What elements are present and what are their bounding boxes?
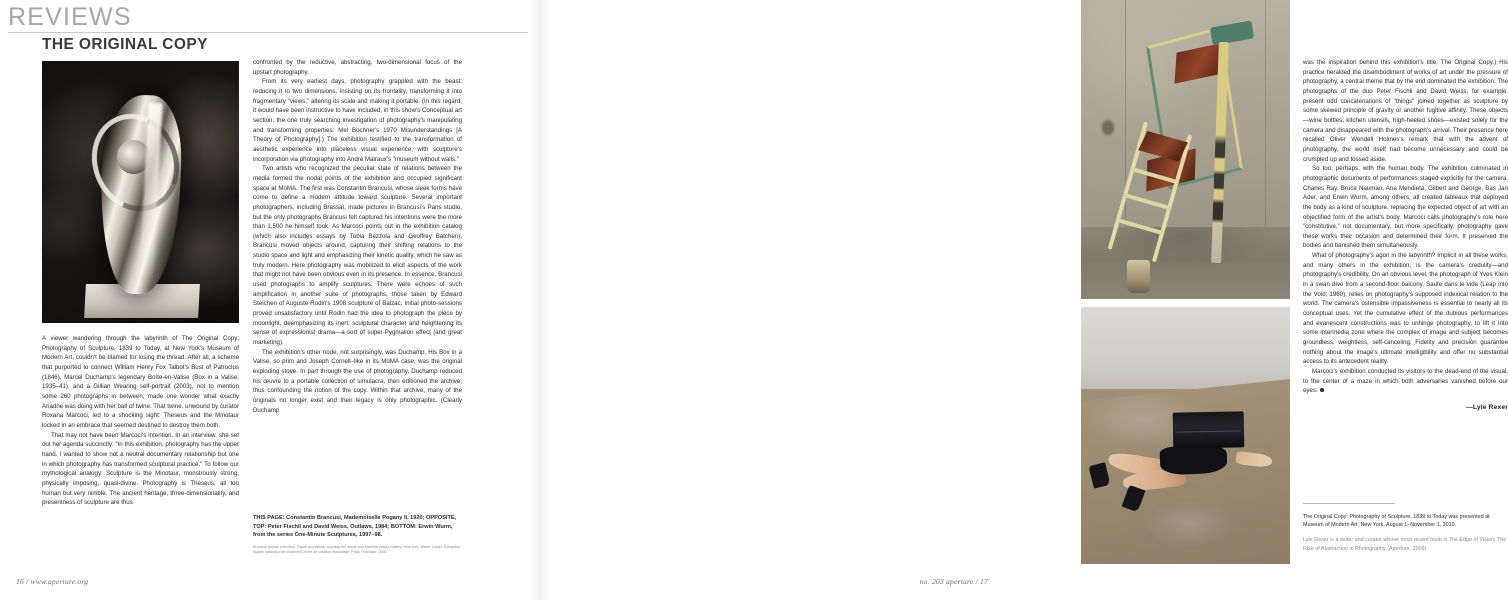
- section-title: REVIEWS: [8, 3, 132, 31]
- final-paragraph-text: Marcoci's exhibition conducted its visitors to the dead-end of the visual, to the center of a maze in which both adversaries vanished before our eyes.: [1303, 368, 1508, 395]
- wall-smudge: [1102, 120, 1115, 135]
- paragraph: [1303, 367, 1508, 396]
- figure-erwin-wurm-one-minute-sculptures: [1081, 307, 1290, 564]
- article-title: THE ORIGINAL COPY: [42, 36, 208, 53]
- photo-credit-block: [253, 514, 462, 556]
- note-divider: [1303, 503, 1395, 504]
- paragraph: So too, perhaps, with the human body. The exhibition culminated in photographic documents of performances staged explicitly for the camera. Charles Ray, Bruce Nauman, Ana Mendieta, Gilbert and George, Bas Jan Ader, and Erwin Wurm, among others, all created tableaux that deployed the body as a kind of sculpture, replacing the expected object of art with an objectified form of the artist's body. Marcoci calls photography's role here "constitutive," not documentary, but more specifically, photography gave these works their occasion and determined their form. It preserved the bodies and banished them simultaneously.: [1303, 165, 1508, 250]
- chair-rail: [1123, 192, 1172, 210]
- performer-torso: [1160, 445, 1228, 476]
- right-page: [540, 0, 1508, 600]
- paragraph: From its very earliest days, photography grappled with the beast: reducing it to two dimensions, insisting on its frontality, transforming it into fragmentary "views," altering its scale and making it portable. (In this regard, it would have been instructive to have included, in this show's Conceptual art section, the one truly searching investigation of photography's manipulating and transforming properties: Mel Bochner's 1970 Misunderstandings [A Theory of Photography].) The exhibition testified to the transformation of aesthetic experience into placeless visual experience, with sculpture's incorporation via photography into André Malraux's "museum without walls.": [253, 78, 462, 163]
- paragraph: Two artists who recognized the peculiar state of relations between the media formed the nodal points of the exhibition and occupied significant space at MoMA. The first was Constantin Brancusi, whose sleek forms have come to define a modern attitude toward sculpture. Several important photographers, including Brassaï, made pictures in Brancusi's Paris studio, but the only photographs Brancusi felt captured his intentions were the more than 1,500 he himself took. As Marcoci points out in the exhibition catalog (which also includes essays by Tobia Bezzola and Geoffrey Batchen), Brancusi moved objects around, capturing their shifting relations to the studio space and light and emphasizing their kinetic quality, which he saw as truly modern. Here photography was mobilized to elicit aspects of the work that might not have been obvious even in its presence. In essence, Brancusi used photographs to amplify sculptures. There were echoes of such amplification in another suite of photographs, those taken by Edward Steichen of Auguste Rodin's 1908 sculpture of Balzac. Initial photo-sessions proved unsatisfactory until Rodin had the idea to photograph the piece by moonlight, deemphasizing its inert, sculptural character and heightening its sense of expressionist drama—a sort of super-Pygmalion effect (and great marketing).: [253, 165, 462, 347]
- photo-credit-main: THIS PAGE: Constantin Brancusi, Mademoiselle Pogany II, 1920; OPPOSITE, TOP: Peter Fischli and David Weiss, Outlaws, 1984; BOTTOM: Erwin Wurm, from the series One-Minute Sculptures, 1997–98.: [253, 515, 457, 539]
- exhibition-note-block: [1303, 503, 1508, 553]
- photo-credit-fine: Brancusi private collection, Fischli and Weiss: courtesy the artists and Matthew Marks Gallery, New York; Wurm: Centre Pompidou, Musée national d'art moderne/Centre de création industrielle, Paris. Purchase, 2000: [253, 544, 461, 555]
- folio-left: 16 / www.aperture.org: [16, 577, 89, 586]
- left-page: [0, 0, 540, 600]
- figure-wall: [1081, 307, 1290, 389]
- paragraph: The exhibition's other node, not surprisingly, was Duchamp. His Box in a Valise, so prim and Joseph Cornell–like in its MoMA case, was the original exploding stove. In part through the use of photography, Duchamp reduced his œuvre to a portable collection of simulacra, then editioned the archive, thus confounding the notion of the copy. Within that archive, many of the originals no longer exist and their legacy is only photographic. (Clearly Duchamp: [253, 348, 462, 414]
- figure-brancusi-sculpture: [42, 61, 239, 323]
- figure-fischli-weiss-outlaws: [1081, 0, 1290, 299]
- black-suitcase: [1173, 412, 1245, 449]
- paragraph: That may not have been Marcoci's intention. In an interview, she set out her agenda succinctly: "In this exhibition, photography has the upper hand. I wanted to show not a neutral documentary relationship but one in which photography has transformed sculptural practice." To follow our mythological analogy: Sculpture is the Minotaur, monstrously strong, physically imposing, quasi-divine. Photography is Theseus, all too human but very nimble. The ancient heritage, three-dimensionality, and presentness of sculpture are thus: [42, 431, 239, 507]
- section-header: [8, 4, 528, 34]
- chair-rail: [1115, 217, 1164, 235]
- section-divider: [8, 32, 528, 33]
- paragraph: What of photography's agon in the labyrinth? Implicit in all these works, and many others in the exhibition, is the camera's credulity—and photography's credibility. On an obvious level, the photograph of Yves Klein in a swan dive from a second-floor balcony, Saute dans le vide (Leap into the Void; 1960), relies on photography's supposed indexical relation to the world. The camera's ostensible impassiveness is essential to nearly all its conceptual uses. Yet the cumulative effect of the dubious performances and evanescent constructions was to unhinge photography, to lift it into some intermedia zone where the complex of image and subject becomes groundless, weightless, self-canceling. Fidelity and precision guarantee nothing about the image's ultimate intelligibility and offer no substantial access to its antecedent reality.: [1303, 252, 1508, 366]
- paragraph: confronted by the reductive, abstracting, two-dimensional focus of the upstart photography.: [253, 59, 462, 76]
- wall-seam: [1265, 0, 1267, 227]
- body-column-1: [42, 334, 239, 508]
- paragraph: was the inspiration behind this exhibition's title, The Original Copy.) His practice heralded the disembodiment of works of art under the pressure of photography, a central theme that by the end dominated the exhibition. The photographs of the duo Peter Fischli and David Weiss, for example, present odd concatenations of "things" joined together as sculpture by some skewed principle of gravity or another fugitive affinity. These objects—wine bottles, kitchen utensils, high-heeled shoes—existed solely for the camera and disappeared with the photograph's arrival. Their presence here recalled Oliver Wendell Holmes's remark that with the advent of photography, the world itself had become unnecessary and could be crumpled up and tossed aside.: [1303, 59, 1508, 163]
- chair-rail: [1130, 167, 1179, 185]
- paragraph: A viewer wandering through the labyrinth of The Original Copy: Photography of Sculpture, 1839 to Today, at New York's Museum of Modern Art, couldn't be blamed for losing the thread. After all, a scheme that purported to connect William Henry Fox Talbot's Bust of Patroclus (1846), Marcel Duchamp's legendary Boîte-en-Valise (Box in a Valise; 1935–41), and a Gillian Wearing self-portrait (2003), not to mention some 260 photographs in between, made one wonder what exactly Ariadne was doing with her ball of twine. That twine, unwound by curator Roxana Marcoci, led to a shocking sight: Theseus and the Minotaur locked in an embrace that seemed destined to destroy them both.: [42, 335, 239, 429]
- end-mark-icon: [1320, 388, 1324, 392]
- article-byline: —Lyle Rexer: [1466, 403, 1508, 411]
- body-column-2: [253, 58, 462, 415]
- folio-right: no. 203 aperture / 17: [919, 577, 988, 586]
- body-column-3: [1303, 58, 1508, 413]
- exhibition-details: The Original Copy: Photography of Sculpture, 1839 to Today was presented at Museum of Modern Art, New York, August 1–November 1, 2010.: [1303, 514, 1490, 529]
- author-bio: Lyle Rexer is a writer and curator whose most recent book is The Edge of Vision: The Rise of Abstraction in Photography (Aperture, 2009).: [1303, 537, 1507, 552]
- balancing-pot: [1127, 260, 1150, 293]
- chair-seat: [1138, 130, 1188, 161]
